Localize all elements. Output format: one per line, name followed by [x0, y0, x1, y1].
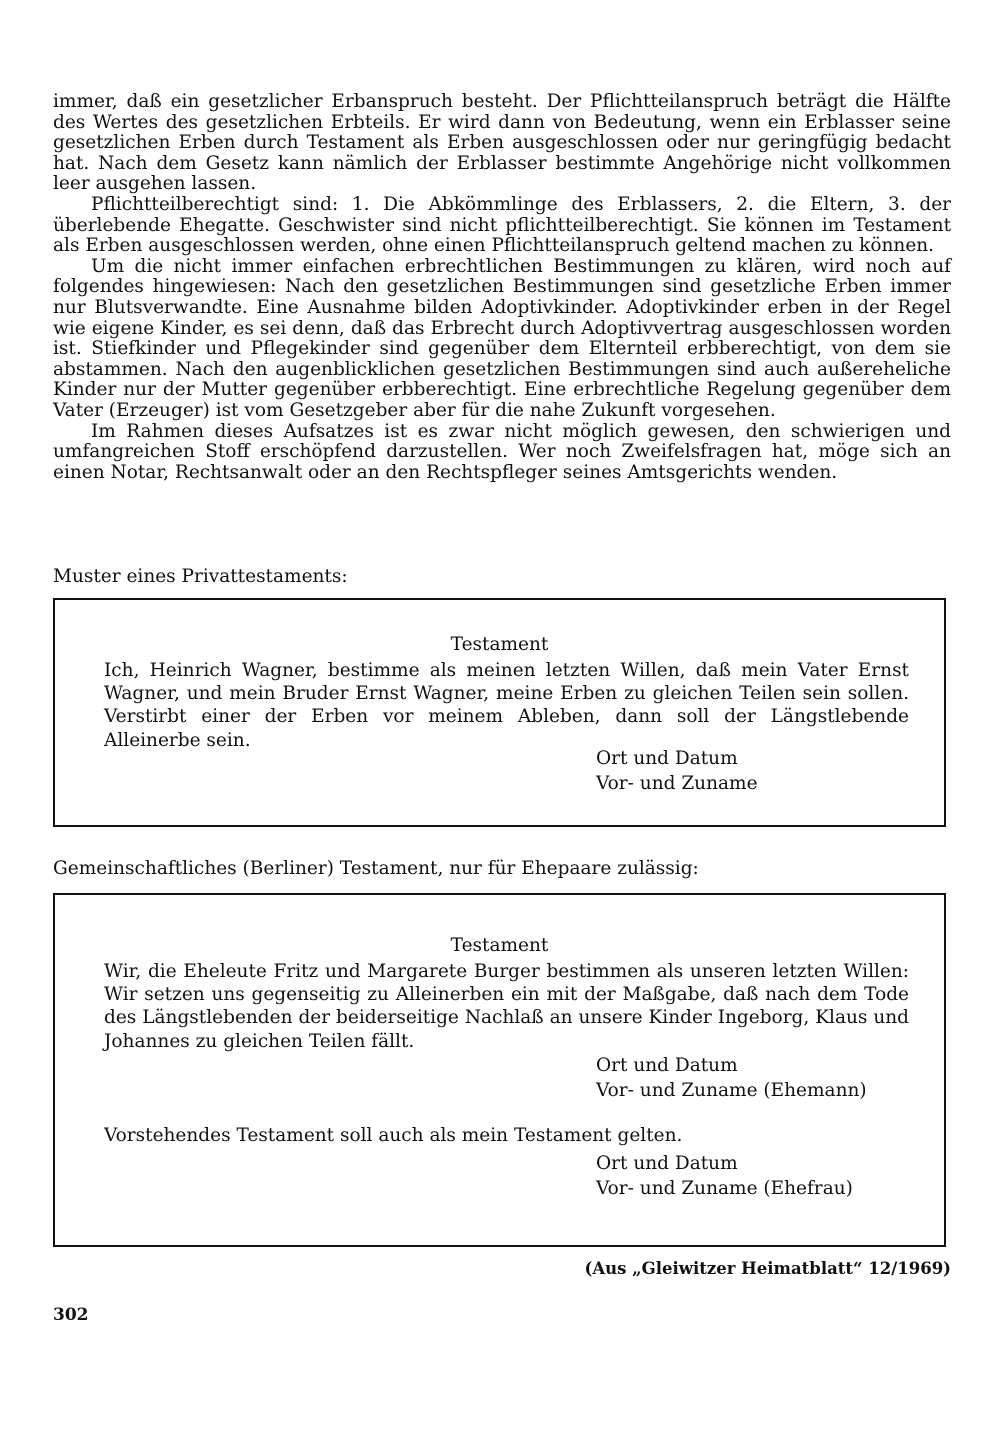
private-testament-text: Ich, Heinrich Wagner, bestimme als meinen letzten Willen, daß mein Vater Ernst Wagner, und mein Bruder Ernst Wagner, meine Erben zu gleichen Teilen sein sollen. Verstirbt einer der Erben vor meinem Ableben, dann soll der Längstlebende Alleinerbe sein. — [104, 660, 909, 751]
place-date-label: Ort und Datum — [596, 1055, 738, 1076]
body-text — [53, 92, 951, 483]
joint-testament-addendum: Vorstehendes Testament soll auch als mein Testament gelten. — [104, 1125, 683, 1146]
joint-testament-title: Testament — [450, 935, 549, 956]
private-testament-signature — [596, 746, 758, 796]
wife-name-label: Vor- und Zuname (Ehefrau) — [596, 1178, 853, 1199]
place-date-label: Ort und Datum — [596, 748, 738, 769]
paragraph-2: Pflichtteilberechtigt sind: 1. Die Abkömmlinge des Erblassers, 2. die Eltern, 3. der überlebende Ehegatte. Geschwister sind nicht pflichtteilberechtigt. Sie können im Testament als Erben ausgeschlossen werden, ohne einen Pflichtteilanspruch geltend machen zu können. — [53, 193, 951, 257]
joint-testament-box — [53, 893, 946, 1247]
paragraph-4: Im Rahmen dieses Aufsatzes ist es zwar nicht möglich gewesen, den schwierigen und umfangreichen Stoff erschöpfend darzustellen. Wer noch Zweifelsfragen hat, möge sich an einen Notar, Rechtsanwalt oder an den Rechtspfleger seines Amtsgerichts wenden. — [53, 420, 951, 483]
private-testament-title: Testament — [450, 634, 549, 655]
place-date-label: Ort und Datum — [596, 1153, 738, 1174]
paragraph-3: Um die nicht immer einfachen erbrechtlichen Bestimmungen zu klären, wird noch auf folgendes hingewiesen: Nach den gesetzlichen Bestimmungen sind gesetzliche Erben immer nur Blutsverwandte. Eine Ausnahme bilden Adoptivkinder. Adoptivkinder erben in der Regel wie eigene Kinder, es sei denn, daß das Erbrecht durch Adoptivvertrag ausgeschlossen worden ist. Stiefkinder und Pflegekinder sind gegenüber dem Elternteil erbberechtigt, von dem sie abstammen. Nach den augenblicklichen gesetzlichen Bestimmungen sind auch außereheliche Kinder nur der Mutter gegenüber erbberechtigt. Eine erbrechtliche Regelung gegenüber dem Vater (Erzeuger) ist vom Gesetzgeber aber für die nahe Zukunft vorgesehen. — [53, 255, 951, 421]
sample-2-caption: Gemeinschaftliches (Berliner) Testament, nur für Ehepaare zulässig: — [53, 858, 699, 879]
private-testament-box — [53, 598, 946, 827]
source-citation: (Aus „Gleiwitzer Heimatblatt“ 12/1969) — [584, 1259, 951, 1278]
paragraph-1: immer, daß ein gesetzlicher Erbanspruch besteht. Der Pflichtteilanspruch beträgt die Hälfte des Wertes des gesetzlichen Erbteils. Er wird dann von Bedeutung, wenn ein Erblasser seine gesetzlichen Erben durch Testament als Erben ausgeschlossen oder nur geringfügig bedacht hat. Nach dem Gesetz kann nämlich der Erblasser bestimmte Angehörige nicht vollkommen leer ausgehen lassen. — [53, 91, 951, 195]
sample-1-caption: Muster eines Privattestaments: — [53, 566, 348, 587]
husband-signature — [596, 1053, 867, 1103]
page-number: 302 — [53, 1305, 89, 1325]
wife-signature — [596, 1151, 853, 1201]
joint-testament-text: Wir, die Eheleute Fritz und Margarete Burger bestimmen als unseren letzten Willen: Wir setzen uns gegenseitig zu Alleinerben ein mit der Maßgabe, daß nach dem Tode des Längstlebenden der beiderseitige Nachlaß an unsere Kinder Ingeborg, Klaus und Johannes zu gleichen Teilen fällt. — [104, 961, 909, 1052]
husband-name-label: Vor- und Zuname (Ehemann) — [596, 1080, 867, 1101]
name-label: Vor- und Zuname — [596, 773, 758, 794]
